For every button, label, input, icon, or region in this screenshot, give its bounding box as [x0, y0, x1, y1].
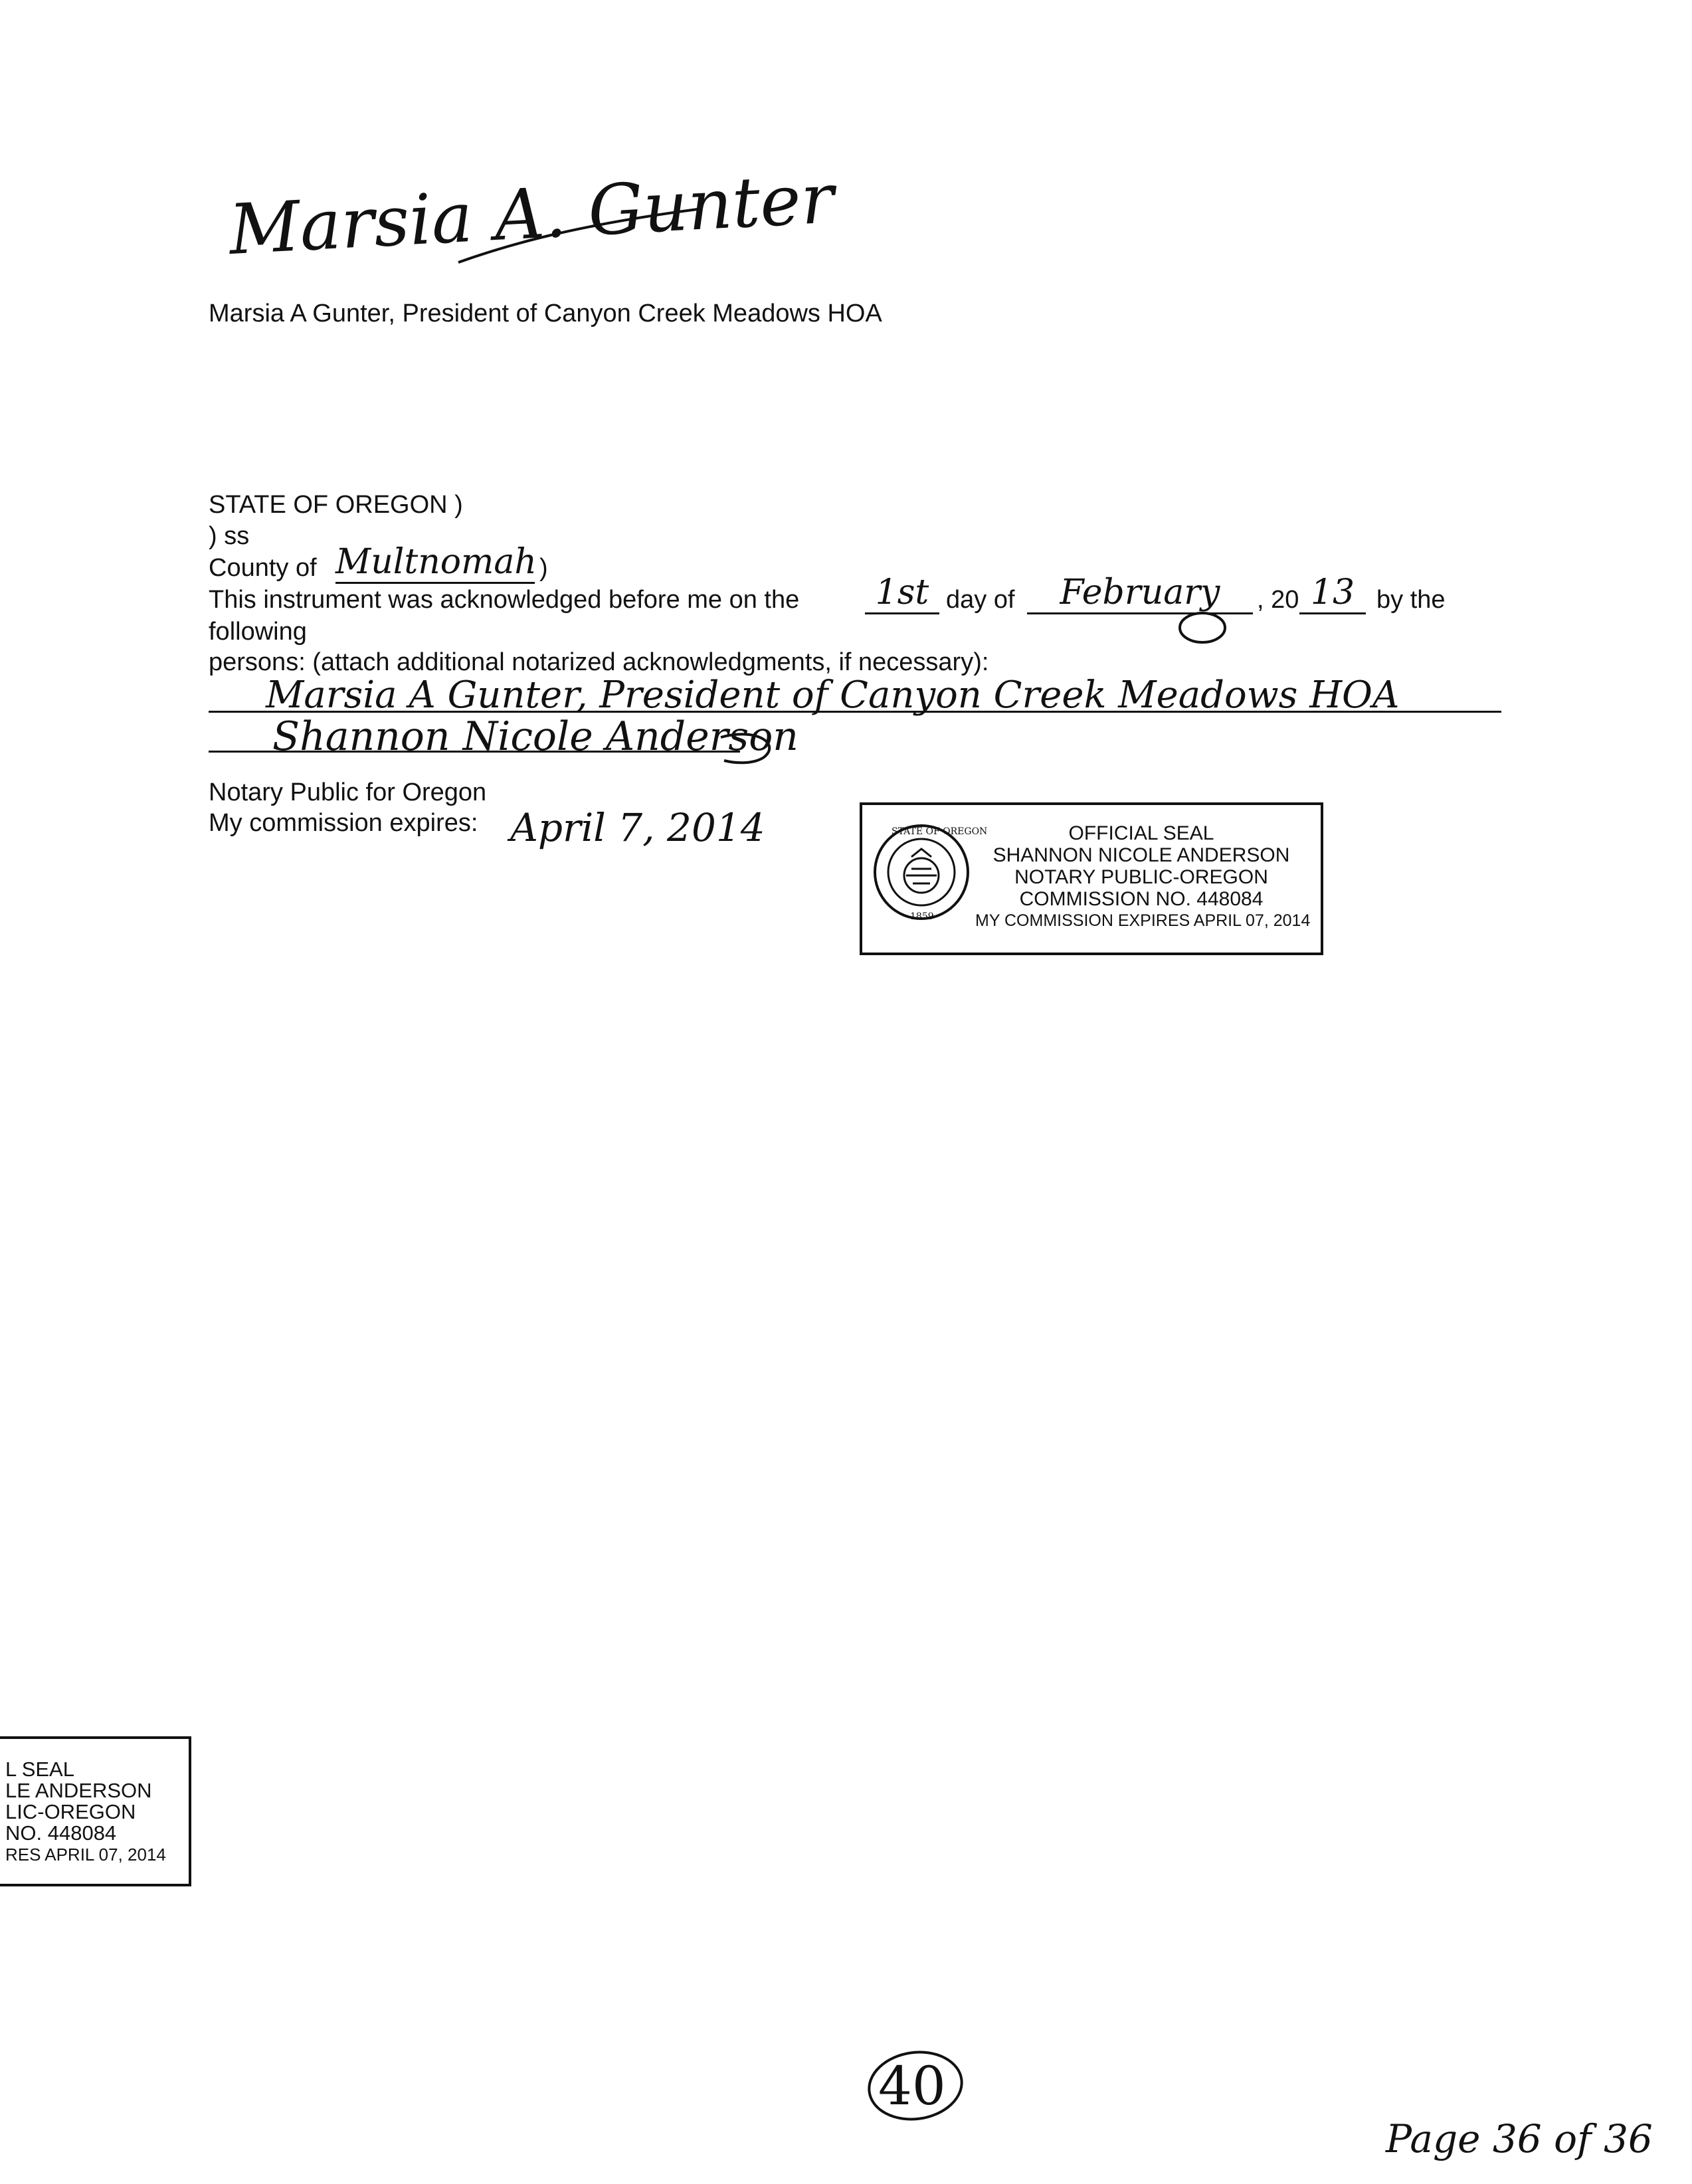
state-seal-emblem: [872, 822, 971, 922]
following-label: following: [209, 618, 307, 646]
commission-label: My commission expires:: [209, 809, 478, 837]
seal-line-commission: COMMISSION NO. 448084: [1019, 888, 1264, 910]
partial-seal-line4: NO. 448084: [5, 1821, 117, 1845]
year-prefix: , 20: [1257, 586, 1299, 614]
by-the-label: by the: [1376, 586, 1446, 614]
month-loop-mark: [1176, 608, 1229, 648]
county-suffix: ): [539, 554, 548, 582]
day-value: 1st: [865, 573, 939, 614]
day-of-label: day of: [946, 586, 1015, 614]
partial-seal-line3: LIC-OREGON: [5, 1800, 136, 1823]
seal-line-title: OFFICIAL SEAL: [1068, 822, 1214, 844]
notary-signature-flourish: [717, 724, 777, 771]
ss-line: ) ss: [209, 522, 250, 550]
president-signature: Marsia A. Gunter: [227, 157, 836, 270]
state-line: STATE OF OREGON ): [209, 491, 463, 519]
partial-seal-line2: LE ANDERSON: [5, 1779, 152, 1802]
state-seal-emblem-text: STATE OF OREGON: [892, 826, 988, 837]
partial-seal-stamp: [0, 1736, 191, 1886]
commission-value: April 7, 2014: [510, 805, 765, 850]
partial-seal-line5: RES APRIL 07, 2014: [5, 1845, 166, 1865]
official-seal-stamp: [860, 802, 1323, 955]
instrument-prefix: This instrument was acknowledged before me on the: [209, 586, 800, 614]
notary-title: Notary Public for Oregon: [209, 778, 487, 806]
partial-seal-line1: L SEAL: [5, 1758, 74, 1781]
month-value: February: [1027, 573, 1253, 614]
seal-line-name: SHANNON NICOLE ANDERSON: [992, 844, 1290, 866]
partial-seal-text: [5, 1759, 166, 1865]
county-value: Multnomah: [335, 542, 535, 584]
person-value: Marsia A Gunter, President of Canyon Creek Meadows HOA: [266, 674, 1400, 717]
county-prefix: County of: [209, 554, 317, 582]
circled-number: 40: [878, 2055, 946, 2117]
persons-label: persons: (attach additional notarized acknowledgments, if necessary):: [209, 648, 989, 676]
year-value: 13: [1299, 573, 1366, 614]
page-count: Page 36 of 36: [1386, 2116, 1653, 2161]
seal-line-expires: MY COMMISSION EXPIRES APRIL 07, 2014: [975, 911, 1311, 930]
notary-signature: Shannon Nicole Anderson: [272, 713, 799, 760]
state-seal-emblem-year: 1859: [910, 911, 934, 922]
signature-flourish: [452, 199, 704, 272]
signer-caption: Marsia A Gunter, President of Canyon Creek Meadows HOA: [209, 300, 882, 327]
seal-line-office: NOTARY PUBLIC-OREGON: [1014, 866, 1268, 888]
seal-text-block: [975, 822, 1311, 932]
